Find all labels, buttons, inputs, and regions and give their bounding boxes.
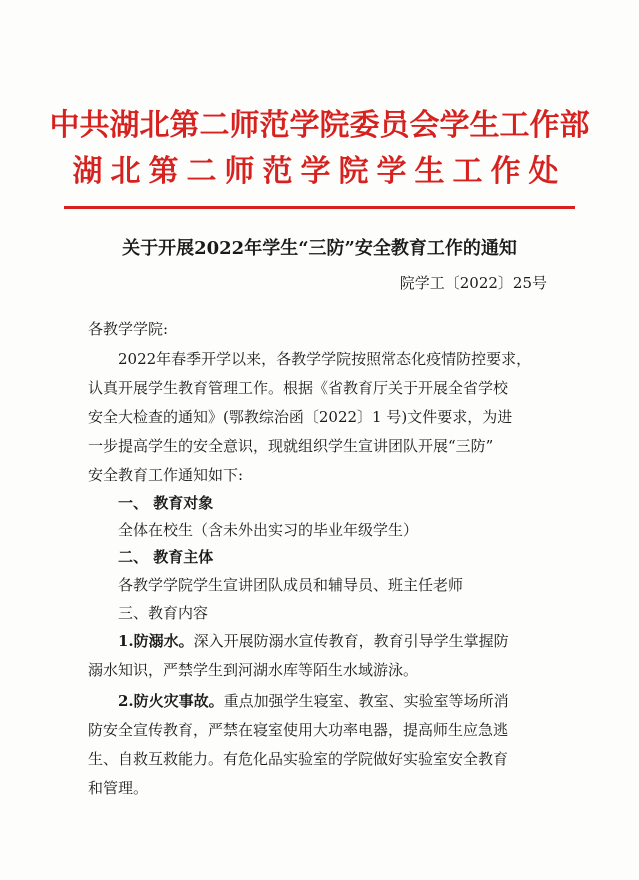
intro-line: 2022年春季开学以来，各教学学院按照常态化疫情防控要求， [118, 350, 532, 368]
item-2-line: 防安全宣传教育，严禁在寝室使用大功率电器，提高师生应急逃 [88, 721, 509, 739]
section-heading: 三、教育内容 [118, 604, 209, 622]
intro-line: 安全大检查的通知》(鄂教综治函〔2022〕1 号)文件要求，为进 [88, 408, 513, 426]
intro-line: 安全教育工作通知如下: [88, 466, 244, 484]
section-heading: 二、 教育主体 [118, 548, 214, 566]
intro-line: 一步提高学生的安全意识，现就组织学生宣讲团队开展“三防” [88, 437, 494, 455]
item-2-line [118, 690, 509, 711]
item-2-line: 生、自救互救能力。有危化品实验室的学院做好实验室安全教育 [88, 750, 509, 768]
issuer-line-1: 中共湖北第二师范学院委员会学生工作部 [49, 108, 590, 143]
item-2-line: 和管理。 [88, 779, 149, 797]
salutation: 各教学学院: [88, 320, 169, 338]
item-1-text: 深入开展防溺水宣传教育，教育引导学生掌握防 [193, 632, 509, 650]
issuer-line-2: 湖北第二师范学院学生工作处 [72, 154, 567, 189]
section-heading: 一、 教育对象 [118, 494, 214, 512]
section-body: 全体在校生（含未外出实习的毕业年级学生） [118, 521, 419, 539]
item-1-lead: 1.防溺水。 [118, 632, 194, 650]
section-body: 各教学学院学生宣讲团队成员和辅导员、班主任老师 [118, 576, 464, 594]
item-2-lead: 2.防火灾事故。 [118, 692, 224, 710]
document-number: 院学工〔2022〕25号 [399, 274, 547, 292]
item-2-text: 重点加强学生寝室、教室、实验室等场所消 [223, 692, 509, 710]
red-divider [64, 206, 575, 209]
notice-title: 关于开展2022年学生“三防”安全教育工作的通知 [122, 238, 517, 259]
item-1-line [118, 630, 509, 651]
intro-line: 认真开展学生教育管理工作。根据《省教育厅关于开展全省学校 [88, 379, 509, 397]
item-1-line: 溺水知识，严禁学生到河湖水库等陌生水域游泳。 [88, 661, 419, 679]
